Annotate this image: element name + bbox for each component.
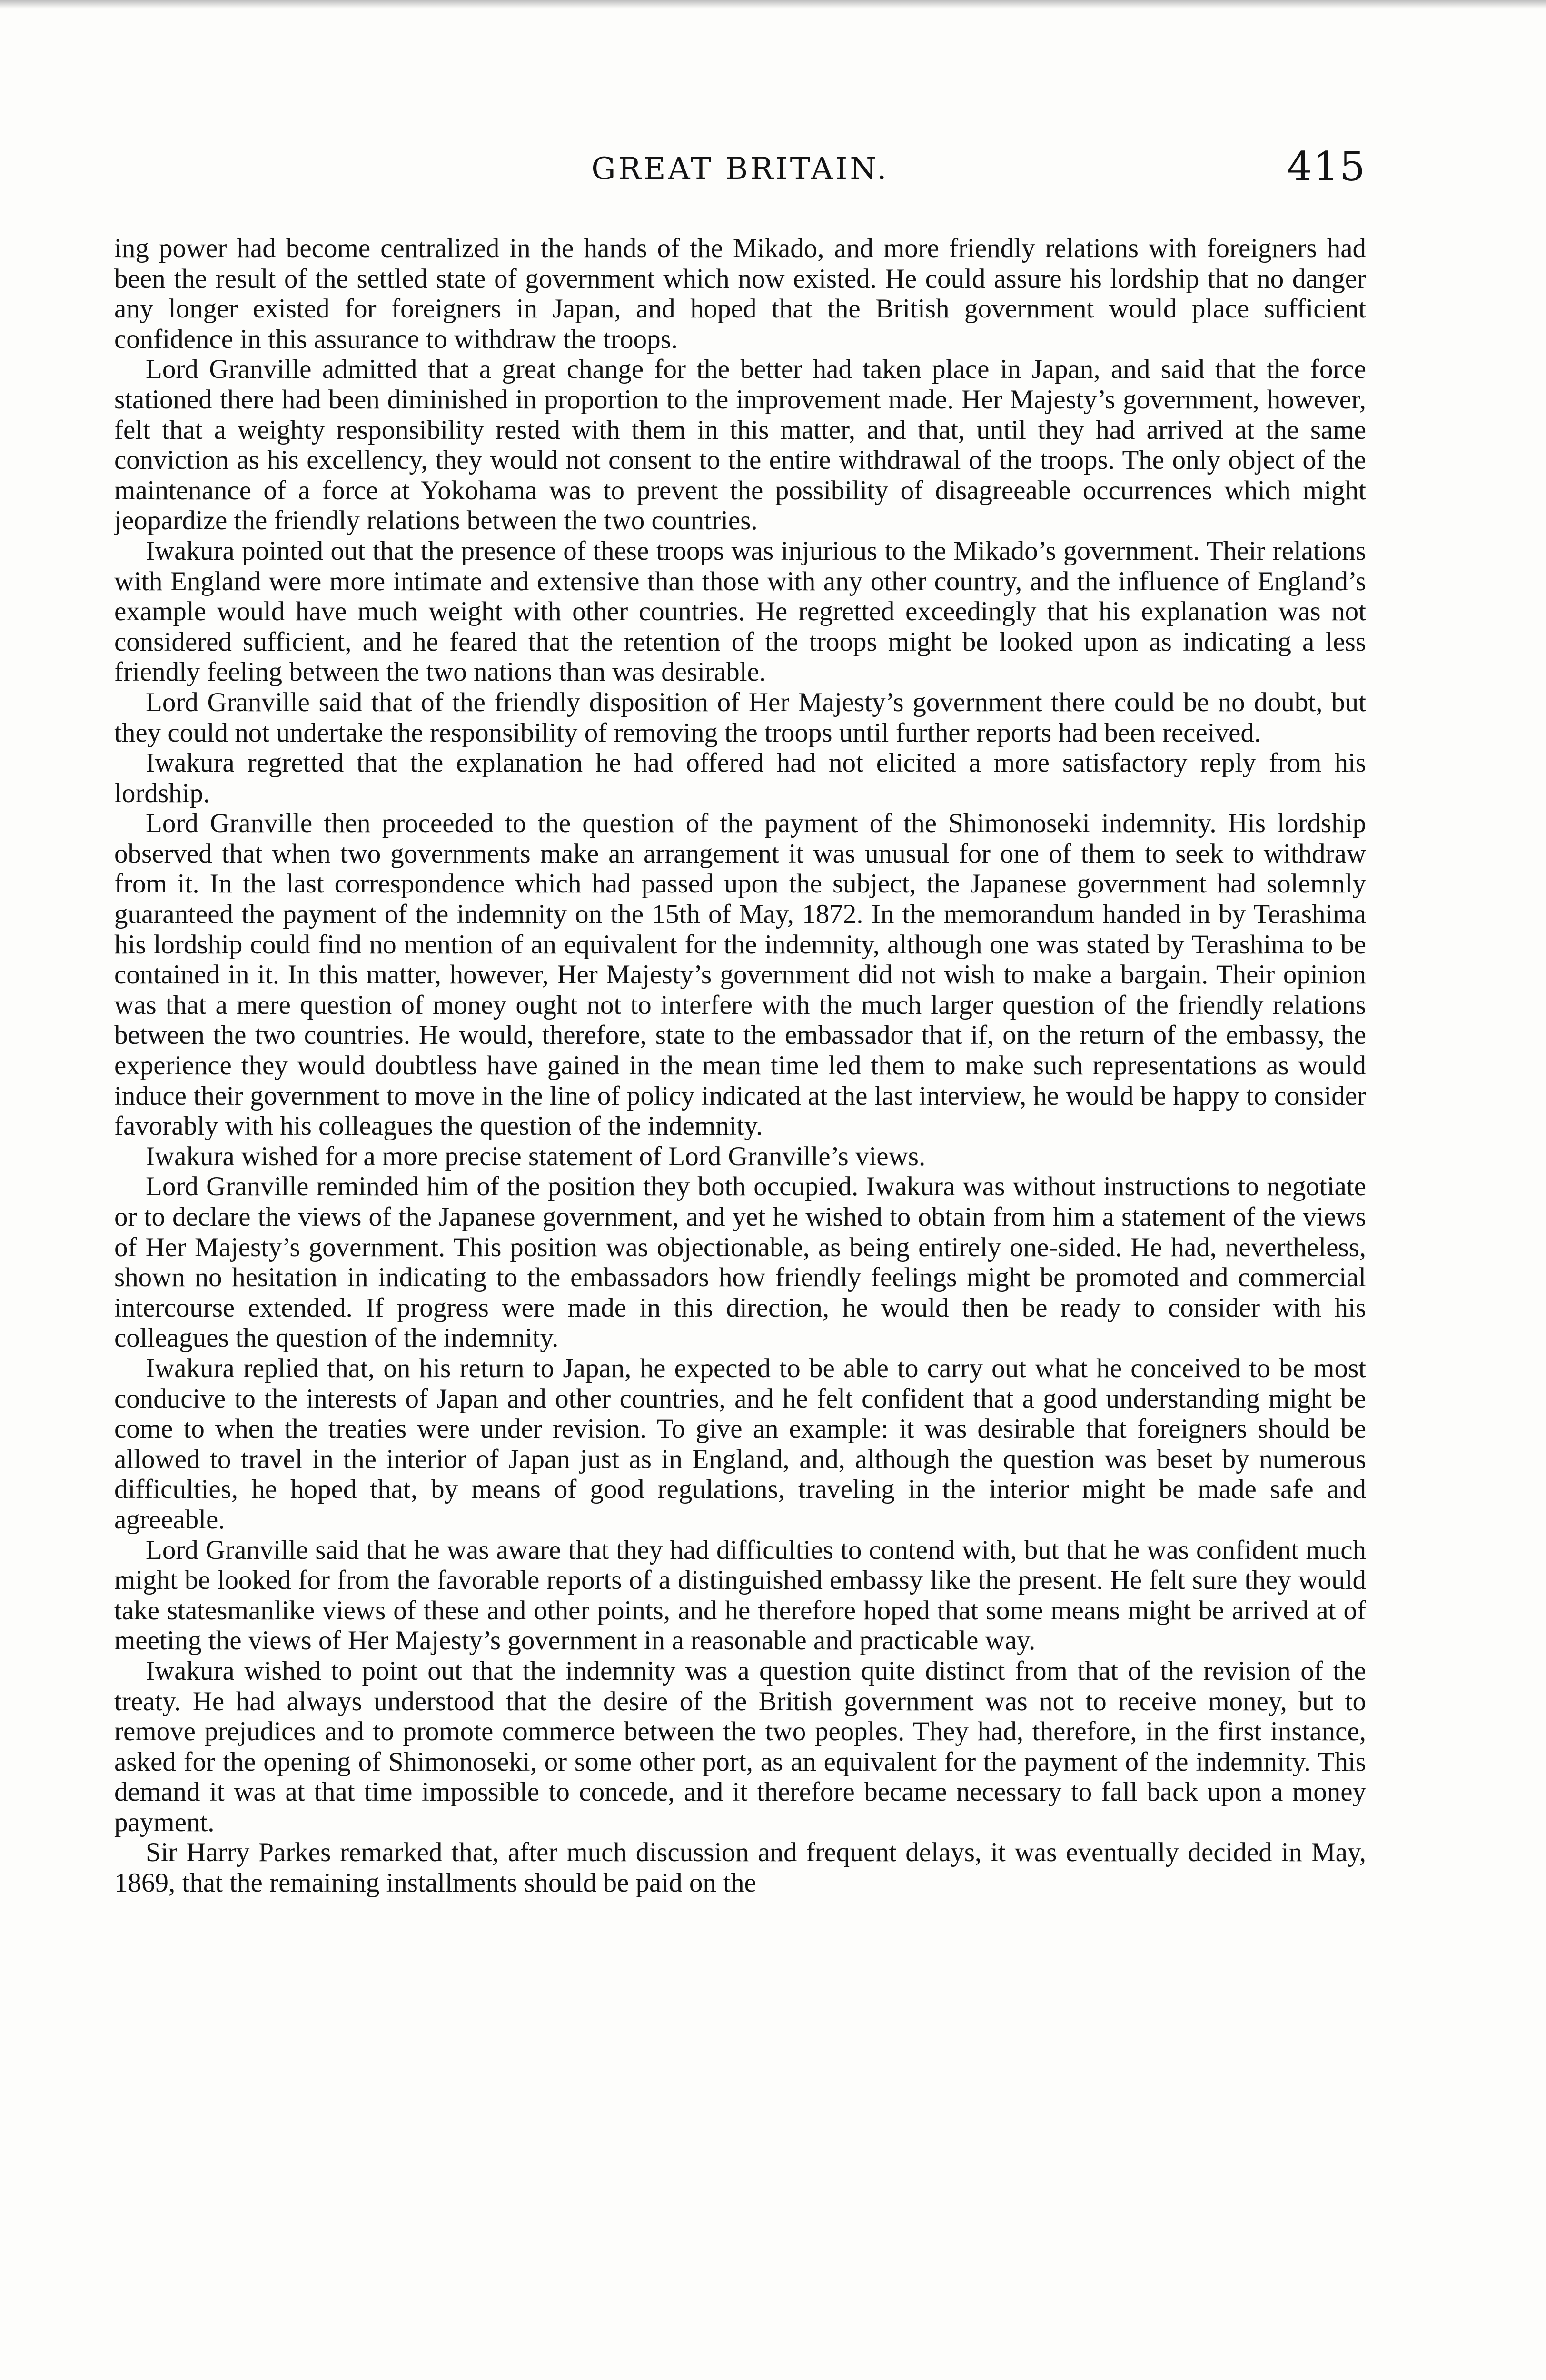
scan-top-edge <box>0 0 1546 9</box>
paragraph: Lord Granville said that of the friendly disposition of Her Majesty’s government there could be no doubt, but they could not undertake the responsibility of removing the troops until further reports had been received. <box>114 687 1366 748</box>
running-head <box>114 143 1366 205</box>
paragraph: Iwakura wished to point out that the indemnity was a question quite distinct from that of the revision of the treaty. He had always understood that the desire of the British government was not to receive money, but to remove prejudices and to promote commerce between the two peoples. They had, therefore, in the first instance, asked for the opening of Shimonoseki, or some other port, as an equivalent for the payment of the indemnity. This demand it was at that time impossible to concede, and it therefore became necessary to fall back upon a money payment. <box>114 1656 1366 1837</box>
paragraph: Sir Harry Parkes remarked that, after much discussion and frequent delays, it was eventually decided in May, 1869, that the remaining installments should be paid on the <box>114 1837 1366 1898</box>
paragraph: Iwakura regretted that the explanation he had offered had not elicited a more satisfactory reply from his lordship. <box>114 748 1366 808</box>
paragraph: Lord Granville reminded him of the position they both occupied. Iwakura was without instructions to negotiate or to declare the views of the Japanese government, and yet he wished to obtain from him a statement of the views of Her Majesty’s government. This position was objectionable, as being entirely one-sided. He had, nevertheless, shown no hesitation in indicating to the embassadors how friendly feelings might be promoted and commercial intercourse extended. If progress were made in this direction, he would then be ready to consider with his colleagues the question of the indemnity. <box>114 1171 1366 1353</box>
paragraph: Iwakura replied that, on his return to Japan, he expected to be able to carry out what he conceived to be most conducive to the interests of Japan and other countries, and he felt confident that a good understanding might be come to when the treaties were under revision. To give an example: it was desirable that foreigners should be allowed to travel in the interior of Japan just as in England, and, although the question was beset by numerous difficulties, he hoped that, by means of good regulations, traveling in the interior might be made safe and agreeable. <box>114 1353 1366 1535</box>
paragraph: Lord Granville said that he was aware that they had difficulties to contend with, but that he was confident much might be looked for from the favorable reports of a distinguished embassy like the present. He felt sure they would take statesmanlike views of these and other points, and he therefore hoped that some means might be arrived at of meeting the views of Her Majesty’s government in a reasonable and practicable way. <box>114 1535 1366 1656</box>
paragraph: Lord Granville admitted that a great change for the better had taken place in Japan, and said that the force stationed there had been diminished in proportion to the improvement made. Her Majesty’s government, however, felt that a weighty responsibility rested with them in this matter, and that, until they had arrived at the same conviction as his excellency, they would not consent to the entire withdrawal of the troops. The only object of the maintenance of a force at Yokohama was to prevent the possibility of disagreeable occurrences which might jeopardize the friendly relations between the two countries. <box>114 354 1366 536</box>
body-text <box>114 233 1366 2380</box>
paragraph: Iwakura pointed out that the presence of these troops was injurious to the Mikado’s government. Their relations with England were more intimate and extensive than those with any other country, and the influence of England’s example would have much weight with other countries. He regretted exceedingly that his explanation was not considered sufficient, and he feared that the retention of the troops might be looked upon as indicating a less friendly feeling between the two nations than was desirable. <box>114 536 1366 687</box>
paragraph: Lord Granville then proceeded to the question of the payment of the Shimonoseki indemnity. His lordship observed that when two governments make an arrangement it was unusual for one of them to seek to withdraw from it. In the last correspondence which had passed upon the subject, the Japanese government had solemnly guaranteed the payment of the indemnity on the 15th of May, 1872. In the memorandum handed in by Terashima his lordship could find no mention of an equivalent for the indemnity, although one was stated by Terashima to be contained in it. In this matter, however, Her Majesty’s government did not wish to make a bargain. Their opinion was that a mere question of money ought not to interfere with the much larger question of the friendly relations between the two countries. He would, therefore, state to the embassador that if, on the return of the embassy, the experience they would doubtless have gained in the mean time led them to make such representations as would induce their government to move in the line of policy indicated at the last interview, he would be happy to consider favorably with his colleagues the question of the indemnity. <box>114 808 1366 1141</box>
page-number: 415 <box>1287 143 1366 190</box>
paragraph: Iwakura wished for a more precise statement of Lord Granville’s views. <box>146 1141 926 1171</box>
paragraph-continuation: ing power had become centralized in the hands of the Mikado, and more friendly relations with foreigners had been the result of the settled state of government which now existed. He could assure his lordship that no danger any longer existed for foreigners in Japan, and hoped that the British government would place sufficient confidence in this assurance to withdraw the troops. <box>114 233 1366 354</box>
running-title: GREAT BRITAIN. <box>591 151 889 187</box>
